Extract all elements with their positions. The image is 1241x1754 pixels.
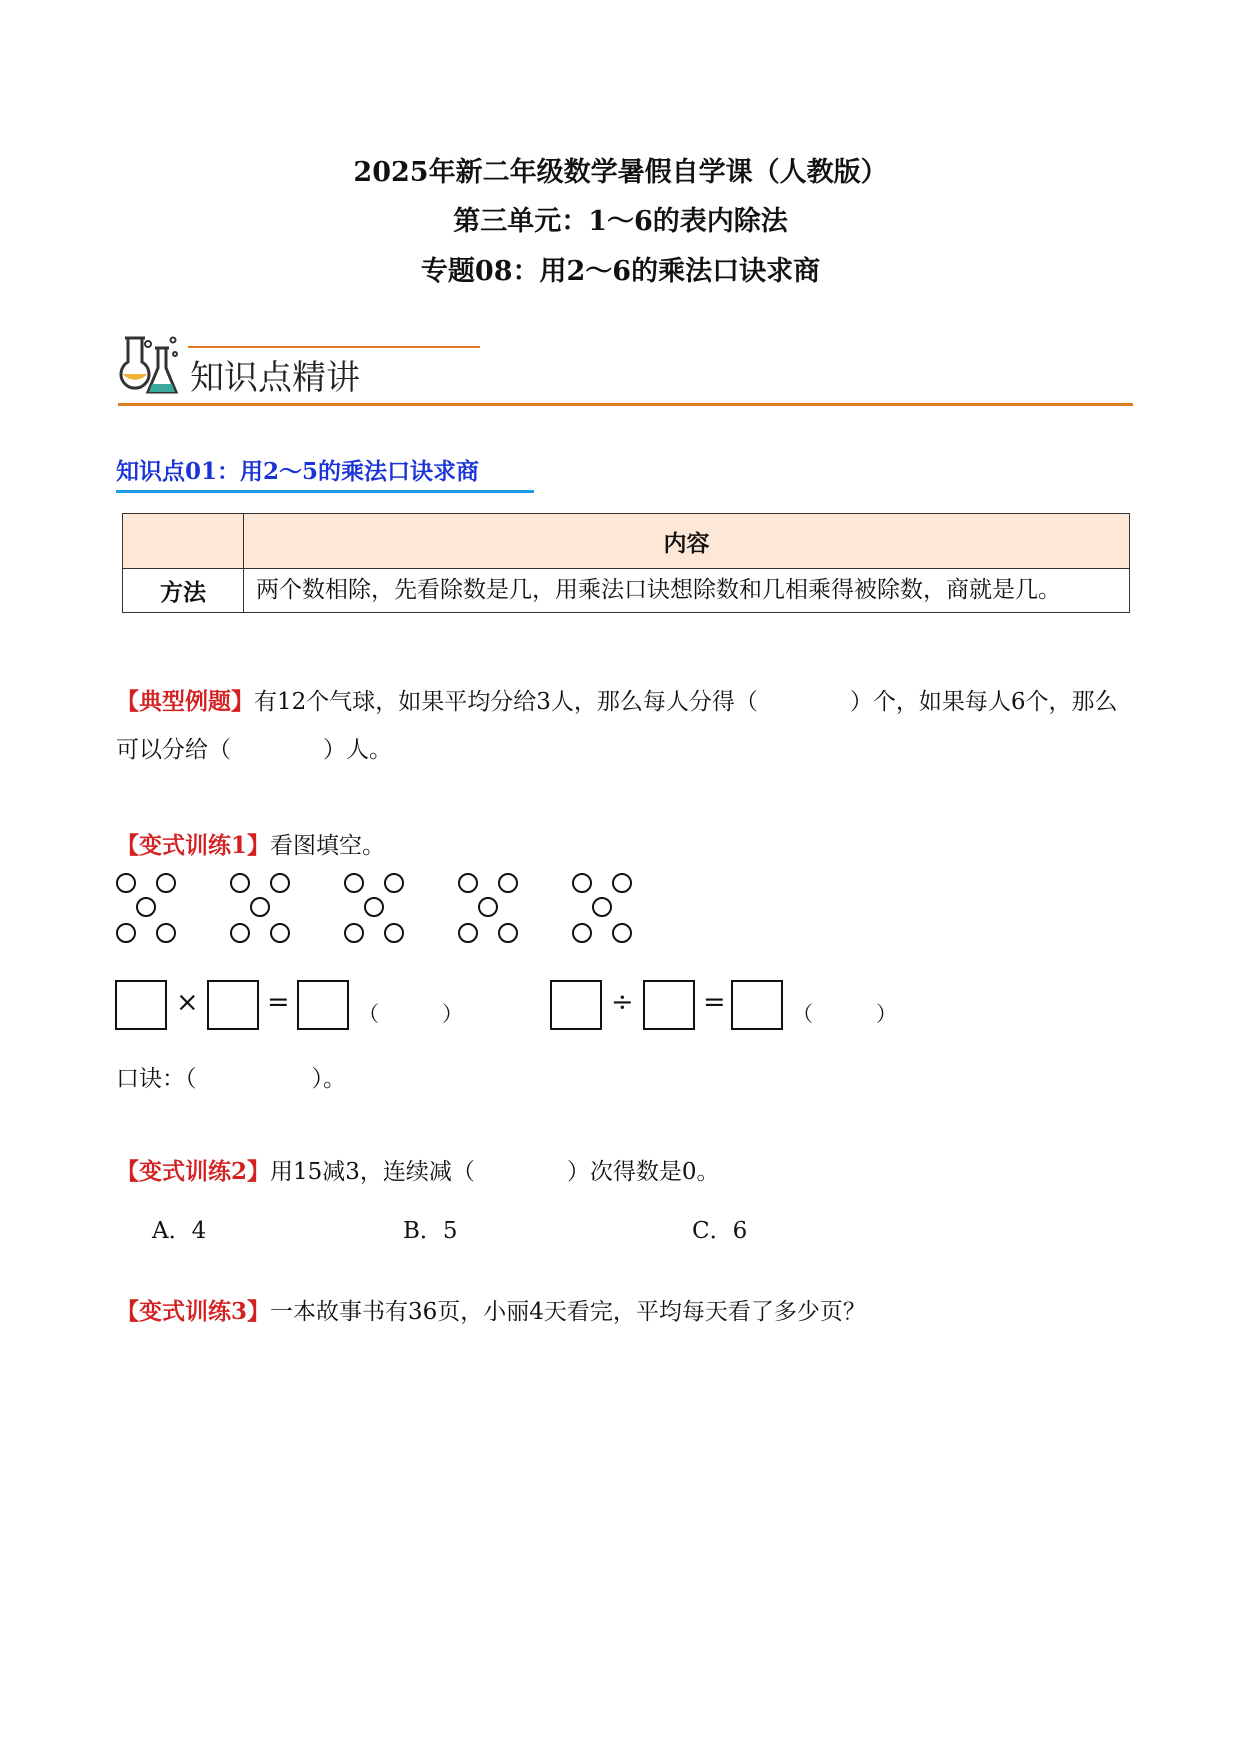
- dot-circle: [270, 873, 290, 893]
- dot-circle: [344, 873, 364, 893]
- unit-title: 第三单元：1～6的表内除法: [453, 206, 788, 237]
- dot-circle: [458, 873, 478, 893]
- divide-sign: ÷: [611, 987, 634, 1018]
- dot-circle: [250, 897, 270, 917]
- table-header-content: 内容: [244, 514, 1130, 569]
- equals-sign: =: [703, 987, 726, 1018]
- choice-a[interactable]: A．4: [152, 1218, 207, 1244]
- exercise3-tag: 【变式训练3】: [116, 1298, 271, 1325]
- choice-c[interactable]: C．6: [692, 1218, 748, 1244]
- answer-box[interactable]: [550, 980, 602, 1030]
- dot-circle: [230, 923, 250, 943]
- dot-circle: [478, 897, 498, 917]
- exercise2-text: 用15减3，连续减（ ）次得数是0。: [270, 1159, 720, 1185]
- exercise3-question: [116, 1288, 866, 1336]
- answer-box[interactable]: [207, 980, 259, 1030]
- dot-circle: [384, 873, 404, 893]
- dot-circle: [612, 923, 632, 943]
- knowledge-point-title: 知识点01：用2～5的乘法口诀求商: [116, 458, 480, 485]
- exercise2-tag: 【变式训练2】: [116, 1158, 271, 1185]
- paren-right: ）: [442, 1002, 463, 1026]
- dot-circle: [270, 923, 290, 943]
- dot-circle: [458, 923, 478, 943]
- dot-circle: [498, 873, 518, 893]
- mnemonic-line: 口诀：（ ）。: [116, 1066, 346, 1092]
- dot-circle: [156, 923, 176, 943]
- dot-circle: [572, 923, 592, 943]
- dot-circle: [364, 897, 384, 917]
- table-row-label: 方法: [123, 569, 244, 613]
- example-tag: 【典型例题】: [116, 688, 254, 715]
- table-row-content: 两个数相除，先看除数是几，用乘法口诀想除数和几相乘得被除数，商就是几。: [244, 569, 1130, 613]
- dot-circle: [498, 923, 518, 943]
- dot-circle: [344, 923, 364, 943]
- equals-sign: =: [267, 987, 290, 1018]
- dot-circle: [156, 873, 176, 893]
- choice-b[interactable]: B．5: [403, 1218, 458, 1244]
- doc-title: 2025年新二年级数学暑假自学课（人教版）: [353, 157, 888, 188]
- example-text: 有12个气球，如果平均分给3人，那么每人分得（ ）个，如果每人6个，那么可以分给（ ）人。: [116, 689, 1118, 763]
- answer-box[interactable]: [115, 980, 167, 1030]
- answer-box[interactable]: [297, 980, 349, 1030]
- dot-circle: [572, 873, 592, 893]
- topic-title: 专题08：用2～6的乘法口诀求商: [420, 256, 821, 287]
- times-sign: ×: [176, 987, 199, 1018]
- answer-box[interactable]: [643, 980, 695, 1030]
- paren-left: （: [358, 1002, 379, 1026]
- dot-circle: [116, 923, 136, 943]
- dot-circle: [612, 873, 632, 893]
- exercise3-text: 一本故事书有36页，小丽4天看完，平均每天看了多少页？: [270, 1299, 866, 1325]
- paren-right: ）: [876, 1002, 897, 1026]
- dot-circle: [116, 873, 136, 893]
- dot-circle: [230, 873, 250, 893]
- dot-circle: [592, 897, 612, 917]
- dot-circle: [384, 923, 404, 943]
- exercise2-question: [116, 1148, 720, 1196]
- exercise1-text: 看图填空。: [270, 833, 386, 859]
- exercise1-tag: 【变式训练1】: [116, 832, 271, 859]
- section-title: 知识点精讲: [190, 358, 360, 398]
- answer-box[interactable]: [731, 980, 783, 1030]
- dot-circle: [136, 897, 156, 917]
- paren-left: （: [792, 1002, 813, 1026]
